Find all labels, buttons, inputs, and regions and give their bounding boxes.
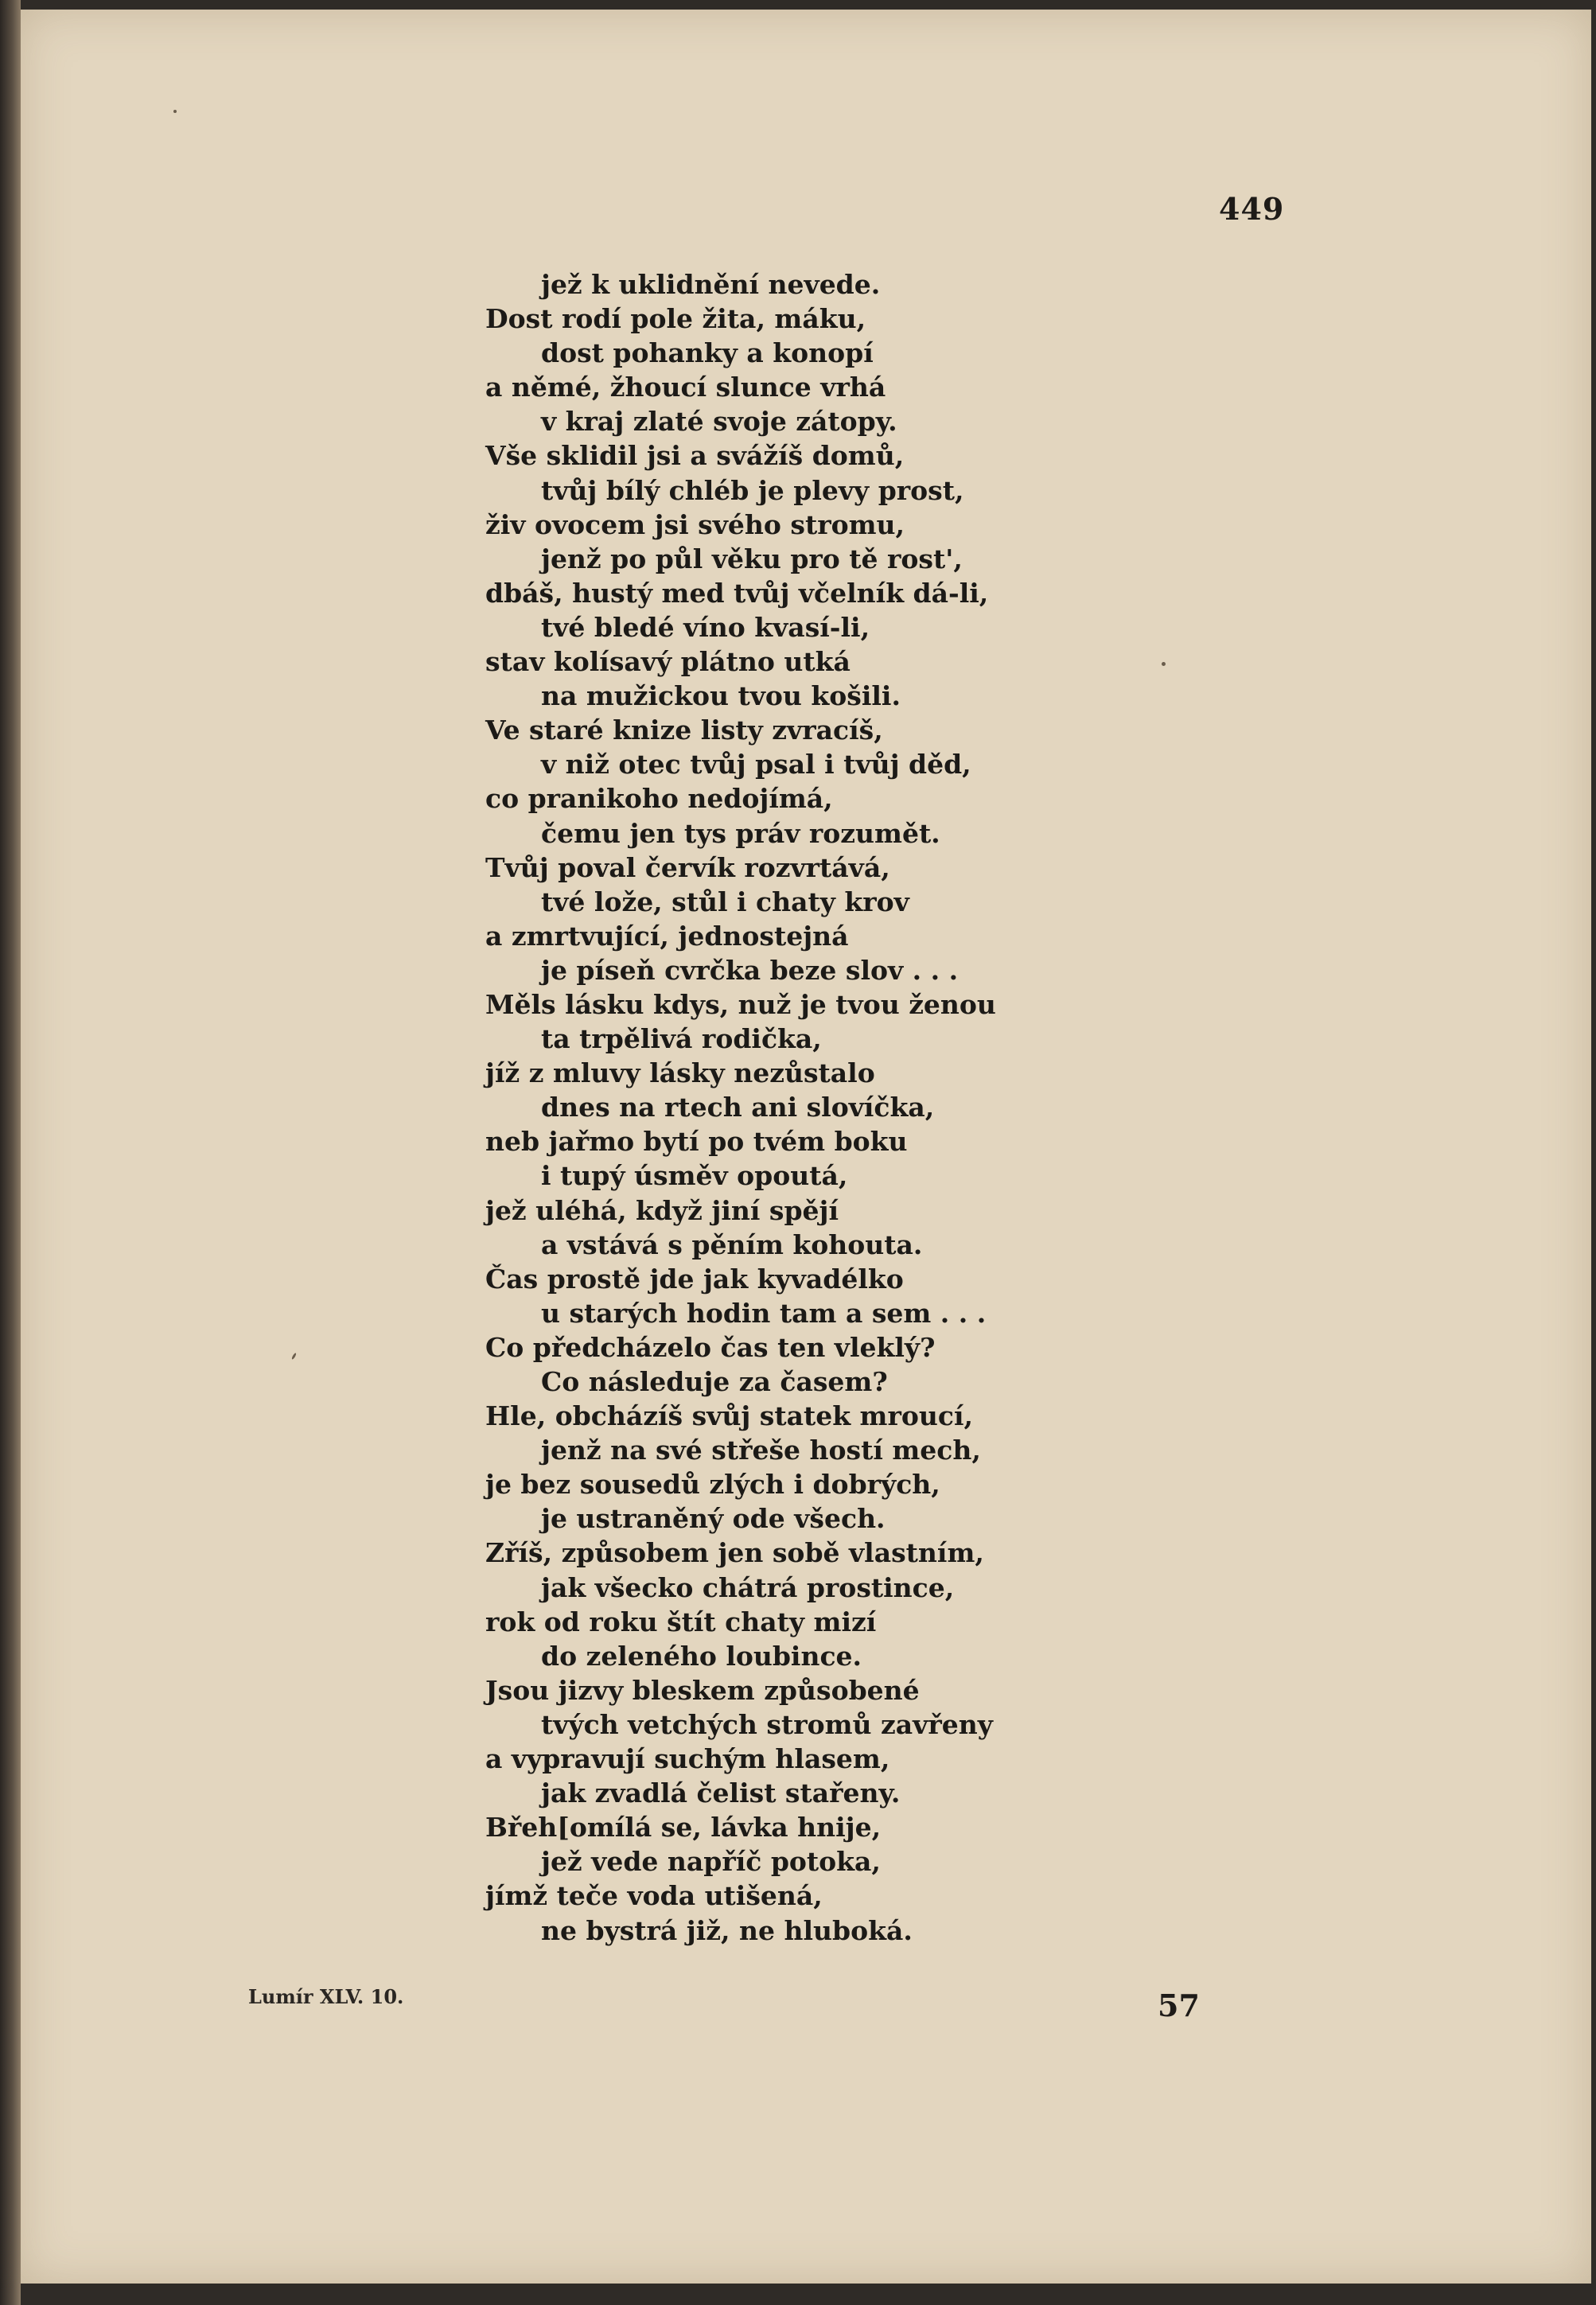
poem-line: je bez sousedů zlých i dobrých, <box>485 1469 940 1501</box>
poem-line: Vše sklidil jsi a svážíš domů, <box>485 440 905 472</box>
poem-line: Co předcházelo čas ten vleklý? <box>485 1331 936 1363</box>
poem-line: a němé, žhoucí slunce vrhá <box>485 372 886 403</box>
poem-line: jak zvadlá čelist stařeny. <box>541 1777 901 1809</box>
poem-line: a vypravují suchým hlasem, <box>485 1743 890 1775</box>
book-spine-edge <box>0 0 21 2305</box>
poem-line: jež uléhá, když jiní spějí <box>485 1194 839 1226</box>
poem-line: i tupý úsměv opoutá, <box>541 1160 848 1192</box>
poem-line: jak všecko chátrá prostince, <box>541 1571 955 1603</box>
poem-line: neb jařmo bytí po tvém boku <box>485 1126 908 1158</box>
poem-line: dost pohanky a konopí <box>541 337 874 369</box>
poem-line: tvých vetchých stromů zavřeny <box>541 1708 993 1740</box>
poem-line: tvé bledé víno kvasí-li, <box>541 611 870 643</box>
poem-line: jež vede napříč potoka, <box>541 1846 881 1878</box>
poem-line: živ ovocem jsi svého stromu, <box>485 508 905 540</box>
poem-line: v niž otec tvůj psal i tvůj děd, <box>541 749 971 781</box>
poem-text <box>485 267 1281 1948</box>
poem-line: Měls lásku kdys, nuž je tvou ženou <box>485 988 996 1020</box>
poem-line: Břeh[omílá se, lávka hnije, <box>485 1812 882 1844</box>
poem-line: Ve staré knize listy zvracíš, <box>485 714 883 746</box>
poem-line: Zříš, způsobem jen sobě vlastním, <box>485 1537 984 1569</box>
poem-line: a zmrtvující, jednostejná <box>485 920 849 952</box>
poem-line: jež k uklidnění nevede. <box>541 269 881 300</box>
poem-line: Jsou jizvy bleskem způsobené <box>485 1674 920 1706</box>
poem-line: rok od roku štít chaty mizí <box>485 1606 877 1637</box>
poem-line: dbáš, hustý med tvůj včelník dá-li, <box>485 577 989 609</box>
poem-line: čemu jen tys práv rozumět. <box>541 817 940 849</box>
poem-line: jímž teče voda utišená, <box>485 1880 823 1912</box>
poem-line: dnes na rtech ani slovíčka, <box>541 1092 935 1123</box>
printer-signature: Lumír XLV. 10. <box>248 1985 404 2008</box>
poem-line: tvůj bílý chléb je plevy prost, <box>541 474 964 506</box>
poem-line: Co následuje za časem? <box>541 1366 888 1397</box>
poem-line: stav kolísavý plátno utká <box>485 646 851 678</box>
poem-line: je píseň cvrčka beze slov . . . <box>541 954 959 986</box>
poem-line: Hle, obcházíš svůj statek mroucí, <box>485 1400 973 1432</box>
poem-line: ne bystrá již, ne hluboká. <box>541 1914 913 1946</box>
poem-line: jenž na své střeše hostí mech, <box>541 1435 981 1466</box>
poem-line: na mužickou tvou košili. <box>541 680 901 712</box>
paper-speck <box>1162 662 1166 666</box>
page-number: 449 <box>1219 191 1285 227</box>
poem-line: co pranikoho nedojímá, <box>485 783 833 815</box>
poem-line: tvé lože, stůl i chaty krov <box>541 886 909 917</box>
poem-line: v kraj zlaté svoje zátopy. <box>541 406 897 438</box>
poem-line: je ustraněný ode všech. <box>541 1503 886 1535</box>
poem-line: jíž z mluvy lásky nezůstalo <box>485 1057 875 1089</box>
paper-speck <box>173 110 177 113</box>
poem-line: jenž po půl věku pro tě rost', <box>541 543 963 574</box>
sheet-number: 57 <box>1158 1988 1200 2023</box>
poem-line: ta trpělivá rodička, <box>541 1023 822 1055</box>
poem-line: u starých hodin tam a sem . . . <box>541 1297 987 1329</box>
poem-line: Čas prostě jde jak kyvadélko <box>485 1263 904 1295</box>
poem-line: a vstává s pěním kohouta. <box>541 1228 923 1260</box>
poem-line: Dost rodí pole žita, máku, <box>485 303 866 335</box>
poem-line: Tvůj poval červík rozvrtává, <box>485 851 890 883</box>
poem-line: do zeleného loubince. <box>541 1640 862 1672</box>
